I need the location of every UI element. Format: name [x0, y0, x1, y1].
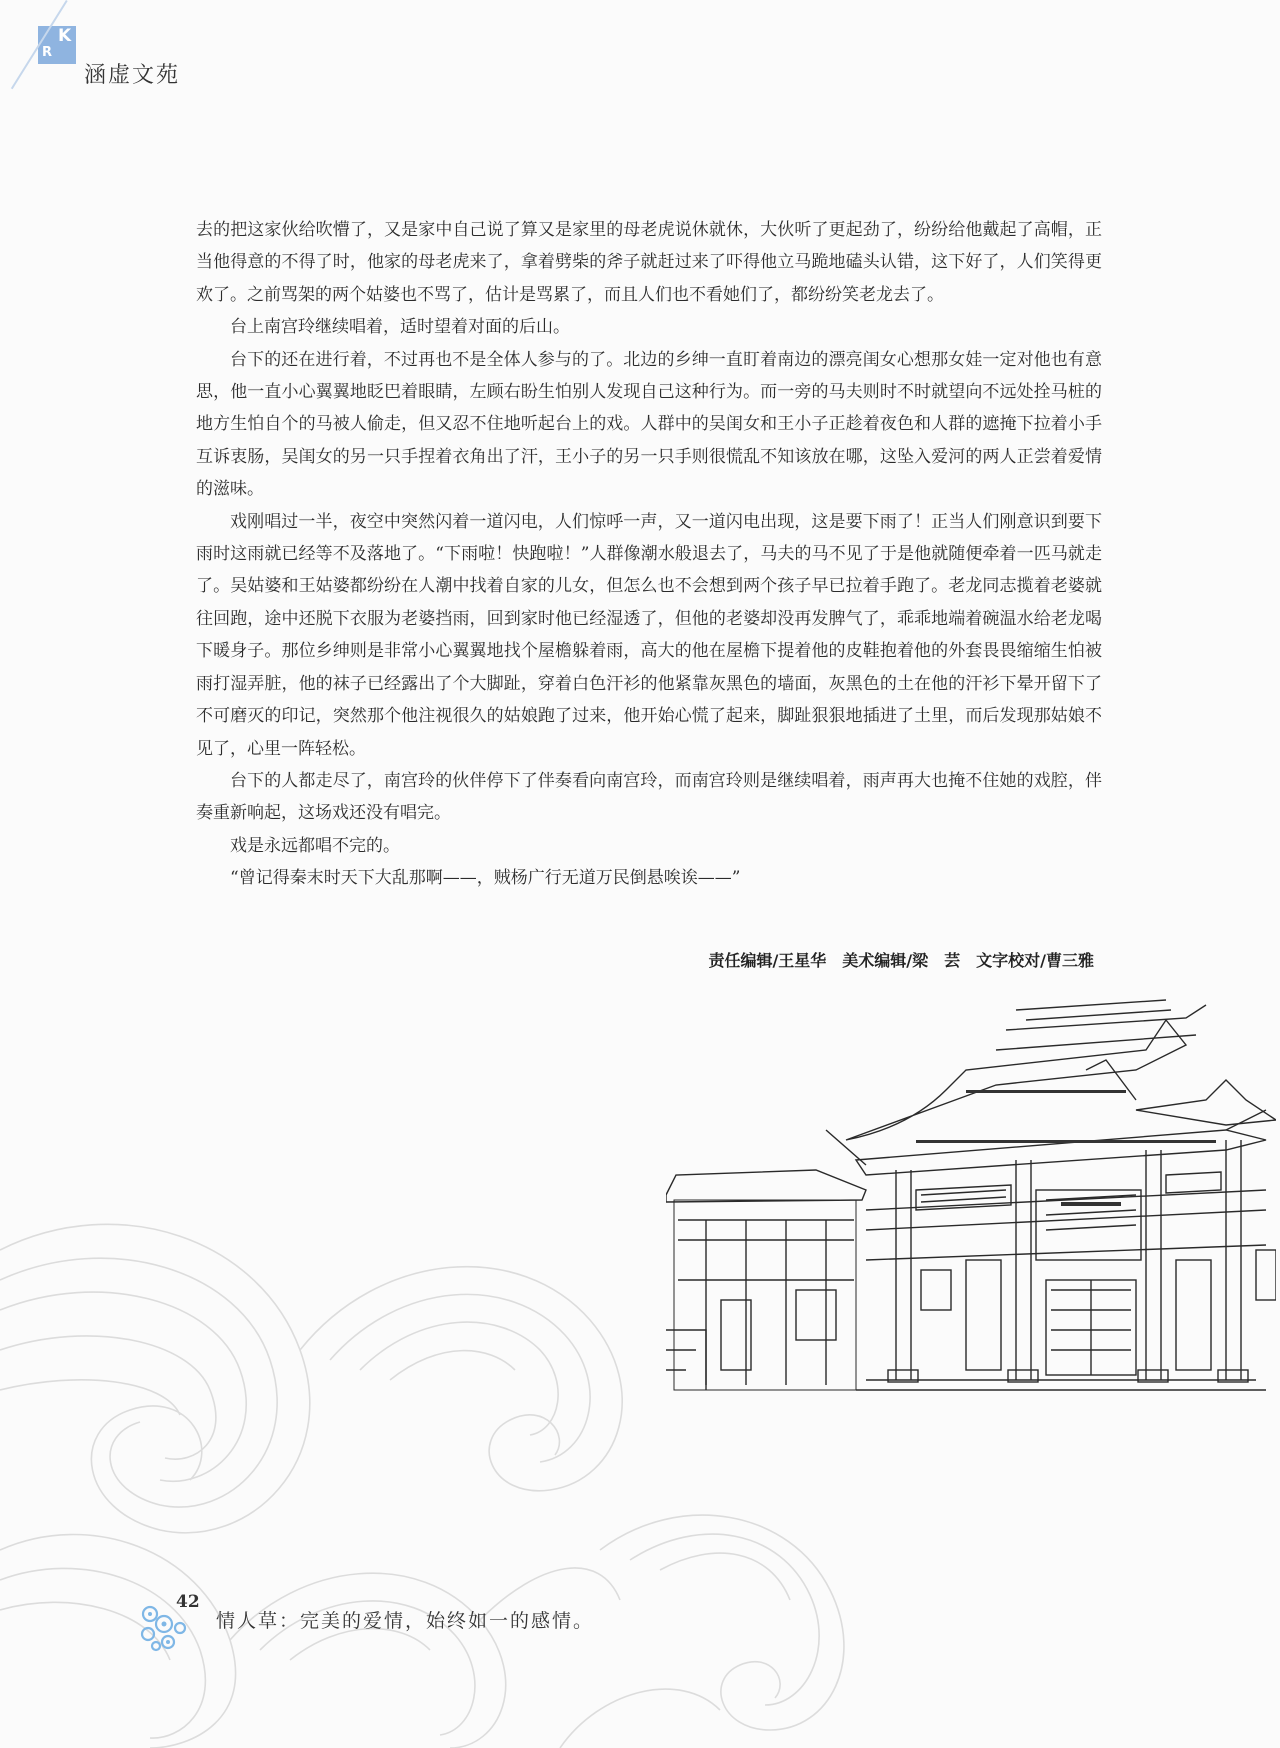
article-paragraph: “曾记得秦末时天下大乱那啊——，贼杨广行无道万民倒悬唉诶——” — [230, 868, 741, 889]
editor-credits: 责任编辑/王星华 美术编辑/梁 芸 文字校对/曹三雅 — [708, 951, 1094, 970]
article-paragraph: 戏是永远都唱不完的。 — [230, 835, 400, 856]
article-paragraph: 去的把这家伙给吹懵了，又是家中自己说了算又是家里的母老虎说休就休，大伙听了更起劲了，纷纷给他戴起了高帽，正当他得意的不得了时，他家的母老虎来了，拿着劈柴的斧子就赶过来了吓得他立马跪地磕头认错，这下好了，人们笑得更欢了。之前骂架的两个姑婆也不骂了，估计是骂累了，而且人们也不看她们了，都纷纷笑老龙去了。 — [196, 220, 1102, 305]
temple-building-illustration — [666, 990, 1276, 1430]
article-paragraph: 台下的人都走尽了，南宫玲的伙伴停下了伴奏看向南宫玲，而南宫玲则是继续唱着，雨声再大也掩不住她的戏腔，伴奏重新响起，这场戏还没有唱完。 — [196, 770, 1102, 824]
article-paragraph: 戏刚唱过一半，夜空中突然闪着一道闪电，人们惊呼一声，又一道闪电出现，这是要下雨了！正当人们刚意识到要下雨时这雨就已经等不及落地了。“下雨啦！快跑啦！”人群像潮水般退去了，马夫的马不见了于是他就随便牵着一匹马就走了。吴姑婆和王姑婆都纷纷在人潮中找着自家的儿女，但怎么也不会想到两个孩子早已拉着手跑了。老龙同志揽着老婆就往回跑，途中还脱下衣服为老婆挡雨，回到家时他已经湿透了，但他的老婆却没再发脾气了，乖乖地端着碗温水给老龙喝下暖身子。那位乡绅则是非常小心翼翼地找个屋檐躲着雨，高大的他在屋檐下提着他的皮鞋抱着他的外套畏畏缩缩生怕被雨打湿弄脏，他的袜子已经露出了个大脚趾，穿着白色汗衫的他紧靠灰黑色的墙面，灰黑色的土在他的汗衫下晕开留下了不可磨灭的印记，突然那个他注视很久的姑娘跑了过来，他开始心慌了起来，脚趾狠狠地插进了土里，而后发现那姑娘不见了，心里一阵轻松。 — [196, 511, 1102, 759]
magazine-logo — [38, 26, 76, 66]
page-number: 42 — [176, 1592, 200, 1612]
logo-letter-k: K — [58, 26, 72, 46]
logo-letter-r: R — [42, 45, 53, 60]
article-body — [196, 214, 1102, 895]
column-title: 涵虚文苑 — [84, 63, 181, 88]
footer-tagline: 情人草：完美的爱情，始终如一的感情。 — [216, 1610, 595, 1632]
article-paragraph: 台下的还在进行着，不过再也不是全体人参与的了。北边的乡绅一直盯着南边的漂亮闺女心想那女娃一定对他也有意思，他一直小心翼翼地眨巴着眼睛，左顾右盼生怕别人发现自己这种行为。而一旁的马夫则时不时就望向不远处拴马桩的地方生怕自个的马被人偷走，但又忍不住地听起台上的戏。人群中的吴闺女和王小子正趁着夜色和人群的遮掩下拉着小手互诉衷肠，吴闺女的另一只手捏着衣角出了汗，王小子的另一只手则很慌乱不知该放在哪，这坠入爱河的两人正尝着爱情的滋味。 — [196, 349, 1102, 500]
article-paragraph: 台上南宫玲继续唱着，适时望着对面的后山。 — [230, 317, 570, 338]
